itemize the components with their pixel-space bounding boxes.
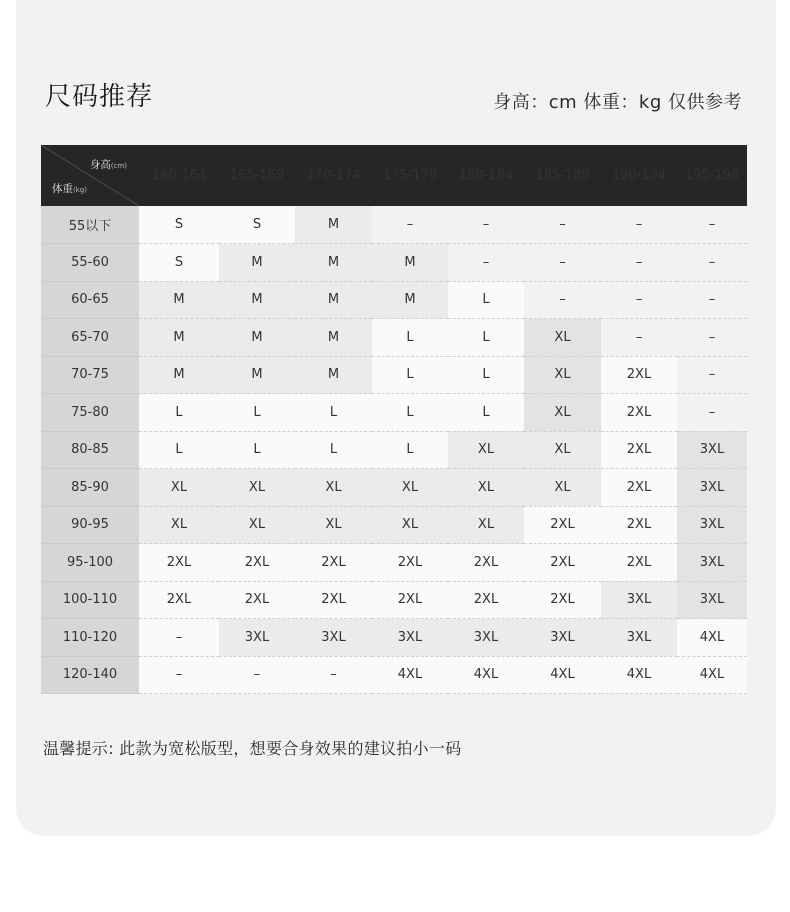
size-cell: 2XL bbox=[601, 544, 677, 582]
table-row bbox=[41, 431, 747, 469]
size-cell: XL bbox=[139, 506, 219, 544]
size-cell: XL bbox=[448, 431, 524, 469]
size-cell: – bbox=[601, 319, 677, 357]
size-cell: 2XL bbox=[601, 469, 677, 507]
size-cell: XL bbox=[524, 319, 601, 357]
height-column-header: 170-174 bbox=[306, 168, 361, 183]
weight-row-header: 90-95 bbox=[41, 506, 139, 544]
size-cell: L bbox=[219, 394, 295, 432]
size-chart-table bbox=[41, 145, 747, 694]
size-cell: S bbox=[219, 206, 295, 244]
size-cell: M bbox=[139, 356, 219, 394]
size-cell: 2XL bbox=[524, 544, 601, 582]
size-cell: 3XL bbox=[677, 581, 747, 619]
height-column-header: 190-194 bbox=[611, 168, 667, 183]
size-cell: XL bbox=[139, 469, 219, 507]
table-row bbox=[41, 281, 747, 319]
size-cell: L bbox=[372, 394, 448, 432]
size-cell: L bbox=[448, 319, 524, 357]
size-cell: 2XL bbox=[524, 581, 601, 619]
size-cell: – bbox=[139, 656, 219, 694]
size-cell: XL bbox=[524, 394, 601, 432]
size-cell: 2XL bbox=[601, 356, 677, 394]
table-row bbox=[41, 319, 747, 357]
size-cell: 3XL bbox=[295, 619, 372, 657]
size-cell: XL bbox=[295, 506, 372, 544]
size-cell: 2XL bbox=[601, 431, 677, 469]
size-cell: – bbox=[448, 244, 524, 282]
table-row bbox=[41, 544, 747, 582]
table-row bbox=[41, 581, 747, 619]
weight-row-header: 120-140 bbox=[41, 656, 139, 694]
size-cell: S bbox=[139, 244, 219, 282]
size-cell: L bbox=[295, 394, 372, 432]
size-cell: M bbox=[219, 356, 295, 394]
size-cell: XL bbox=[219, 506, 295, 544]
size-cell: L bbox=[372, 431, 448, 469]
page-title: 尺码推荐 bbox=[45, 82, 154, 112]
sizing-tip: 温馨提示: 此款为宽松版型，想要合身效果的建议拍小一码 bbox=[43, 739, 462, 758]
weight-row-header: 65-70 bbox=[41, 319, 139, 357]
size-cell: – bbox=[677, 356, 747, 394]
size-cell: L bbox=[448, 281, 524, 319]
size-cell: 2XL bbox=[139, 544, 219, 582]
table-row bbox=[41, 356, 747, 394]
size-cell: 4XL bbox=[601, 656, 677, 694]
weight-row-header: 75-80 bbox=[41, 394, 139, 432]
size-cell: XL bbox=[372, 469, 448, 507]
size-cell: – bbox=[601, 244, 677, 282]
size-cell: M bbox=[219, 281, 295, 319]
weight-row-header: 70-75 bbox=[41, 356, 139, 394]
size-cell: 2XL bbox=[295, 544, 372, 582]
weight-row-header: 55-60 bbox=[41, 244, 139, 282]
size-cell: – bbox=[677, 319, 747, 357]
weight-row-header: 100-110 bbox=[41, 581, 139, 619]
size-cell: 4XL bbox=[372, 656, 448, 694]
size-cell: XL bbox=[219, 469, 295, 507]
height-column-header: 195-198 bbox=[684, 168, 740, 183]
table-row bbox=[41, 244, 747, 282]
size-cell: 4XL bbox=[677, 619, 747, 657]
size-cell: M bbox=[219, 319, 295, 357]
height-column-header: 175-179 bbox=[382, 168, 438, 183]
size-cell: XL bbox=[524, 356, 601, 394]
size-cell: M bbox=[372, 244, 448, 282]
size-cell: 2XL bbox=[219, 544, 295, 582]
size-cell: 2XL bbox=[295, 581, 372, 619]
size-cell: 4XL bbox=[448, 656, 524, 694]
size-cell: – bbox=[524, 206, 601, 244]
size-cell: S bbox=[139, 206, 219, 244]
weight-axis-label: 体重(kg) bbox=[52, 183, 87, 195]
size-cell: 2XL bbox=[601, 394, 677, 432]
size-cell: XL bbox=[524, 469, 601, 507]
size-cell: – bbox=[677, 394, 747, 432]
size-cell: 3XL bbox=[219, 619, 295, 657]
size-cell: XL bbox=[295, 469, 372, 507]
size-cell: 3XL bbox=[524, 619, 601, 657]
height-column-header: 160-164 bbox=[151, 168, 207, 183]
height-column-header: 180-184 bbox=[458, 168, 514, 183]
size-cell: M bbox=[295, 281, 372, 319]
size-cell: L bbox=[372, 356, 448, 394]
size-cell: M bbox=[139, 319, 219, 357]
size-cell: 2XL bbox=[448, 544, 524, 582]
size-cell: 3XL bbox=[677, 544, 747, 582]
size-cell: – bbox=[448, 206, 524, 244]
size-cell: 2XL bbox=[524, 506, 601, 544]
table-corner-cell bbox=[41, 145, 139, 206]
size-cell: 2XL bbox=[372, 544, 448, 582]
weight-row-header: 95-100 bbox=[41, 544, 139, 582]
size-cell: 3XL bbox=[601, 581, 677, 619]
size-cell: M bbox=[139, 281, 219, 319]
size-cell: 3XL bbox=[448, 619, 524, 657]
size-cell: L bbox=[139, 431, 219, 469]
size-cell: 3XL bbox=[601, 619, 677, 657]
size-cell: L bbox=[139, 394, 219, 432]
size-cell: – bbox=[677, 244, 747, 282]
height-column-header: 185-189 bbox=[535, 168, 590, 183]
size-cell: – bbox=[372, 206, 448, 244]
size-cell: – bbox=[601, 206, 677, 244]
size-cell: L bbox=[448, 394, 524, 432]
weight-row-header: 55以下 bbox=[41, 206, 139, 244]
size-cell: M bbox=[295, 319, 372, 357]
size-cell: 2XL bbox=[219, 581, 295, 619]
size-cell: 2XL bbox=[139, 581, 219, 619]
size-cell: – bbox=[677, 281, 747, 319]
size-cell: 2XL bbox=[601, 506, 677, 544]
size-cell: XL bbox=[372, 506, 448, 544]
diagonal-divider bbox=[41, 145, 139, 206]
units-note: 身高：cm 体重：kg 仅供参考 bbox=[493, 92, 742, 113]
size-cell: – bbox=[677, 206, 747, 244]
size-cell: L bbox=[372, 319, 448, 357]
size-cell: M bbox=[295, 206, 372, 244]
size-cell: L bbox=[448, 356, 524, 394]
size-cell: L bbox=[219, 431, 295, 469]
weight-row-header: 60-65 bbox=[41, 281, 139, 319]
weight-row-header: 110-120 bbox=[41, 619, 139, 657]
table-row bbox=[41, 619, 747, 657]
size-cell: – bbox=[219, 656, 295, 694]
size-cell: 4XL bbox=[524, 656, 601, 694]
size-cell: XL bbox=[448, 506, 524, 544]
size-cell: – bbox=[139, 619, 219, 657]
size-cell: 2XL bbox=[448, 581, 524, 619]
size-cell: XL bbox=[524, 431, 601, 469]
size-cell: – bbox=[524, 244, 601, 282]
table-row bbox=[41, 469, 747, 507]
table-row bbox=[41, 394, 747, 432]
size-cell: – bbox=[295, 656, 372, 694]
table-header-row bbox=[41, 145, 747, 206]
size-cell: 3XL bbox=[677, 431, 747, 469]
size-cell: – bbox=[524, 281, 601, 319]
table-row bbox=[41, 206, 747, 244]
size-cell: 4XL bbox=[677, 656, 747, 694]
size-cell: L bbox=[295, 431, 372, 469]
size-cell: M bbox=[372, 281, 448, 319]
height-axis-label: 身高(cm) bbox=[89, 159, 127, 171]
table-body bbox=[41, 206, 747, 694]
size-cell: M bbox=[219, 244, 295, 282]
size-cell: M bbox=[295, 356, 372, 394]
size-cell: – bbox=[601, 281, 677, 319]
weight-row-header: 85-90 bbox=[41, 469, 139, 507]
table-row bbox=[41, 656, 747, 694]
weight-row-header: 80-85 bbox=[41, 431, 139, 469]
size-cell: 3XL bbox=[372, 619, 448, 657]
size-cell: XL bbox=[448, 469, 524, 507]
size-cell: 3XL bbox=[677, 469, 747, 507]
height-column-header: 165-169 bbox=[229, 168, 285, 183]
size-cell: 2XL bbox=[372, 581, 448, 619]
size-cell: M bbox=[295, 244, 372, 282]
table-row bbox=[41, 506, 747, 544]
size-cell: 3XL bbox=[677, 506, 747, 544]
